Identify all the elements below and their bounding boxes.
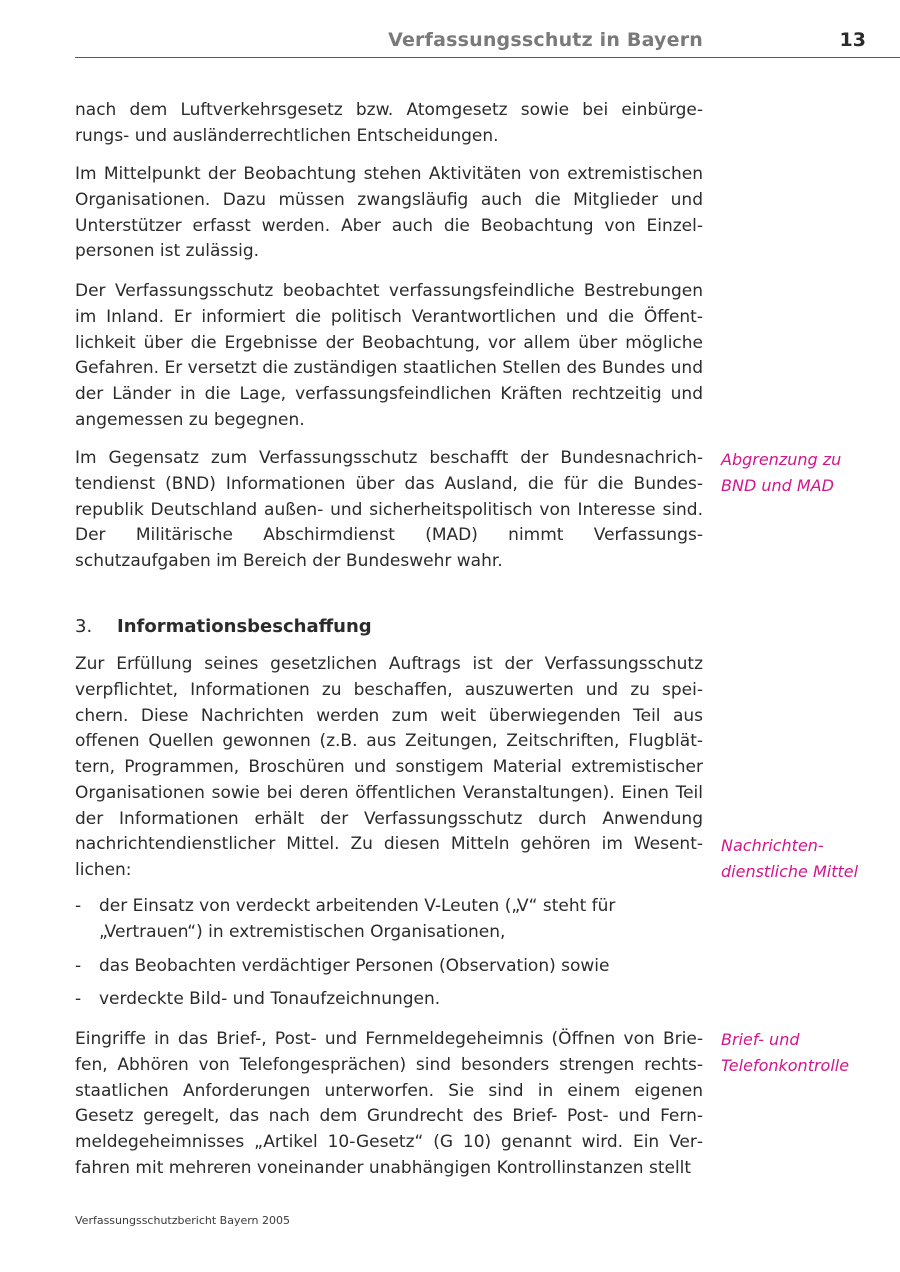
running-header-title: Verfassungsschutz in Bayern — [388, 29, 703, 51]
section-heading — [75, 614, 372, 640]
list-item — [75, 894, 703, 946]
margin-note-brief-line-1: Brief- und — [721, 1030, 800, 1049]
header-divider — [75, 57, 900, 58]
list-item-text: verdeckte Bild- und Tonaufzeichnungen. — [99, 989, 441, 1010]
paragraph-1-line-2: rungs- und ausländerrechtlichen Entscheidungen. — [75, 125, 499, 146]
paragraph-5 — [75, 652, 703, 884]
list-item-dash: - — [75, 896, 82, 916]
paragraph-6-text: Eingriffe in das Brief-, Post- und Fernmeldegeheimnis (Öffnen von Briefen, Abhören von Telefongesprächen) sind besonders strengen rechtsstaatlichen Anforderungen unterworfen. Sie sind in einem eigenen Gesetz geregelt, das nach dem Grundrecht des Brief- Post- und Fernmeldegeheimnisses „Artikel 10-Gesetz“ (G 10) genannt wird. Ein Verfahren mit mehreren voneinander unabhängigen Kontrollinstanzen stellt — [75, 1029, 703, 1178]
margin-note-bnd-mad-line-2: BND und MAD — [721, 475, 834, 495]
paragraph-4-text: Im Gegensatz zum Verfassungsschutz beschafft der Bundesnachrichtendienst (BND) Informationen über das Ausland, die für die Bundesrepublik Deutschland außen- und sicherheitspolitisch von Interesse sind. Der Militärische Abschirmdienst (MAD) nimmt Verfassungsschutzaufgaben im Bereich der Bundeswehr wahr. — [75, 448, 703, 571]
paragraph-2 — [75, 162, 703, 265]
bullet-list — [75, 894, 703, 1021]
margin-note-bnd-mad — [721, 447, 896, 499]
margin-note-nachrichtendienstliche-mittel — [721, 833, 896, 885]
paragraph-3-text: Der Verfassungsschutz beobachtet verfassungsfeindliche Bestrebungen im Inland. Er informiert die politisch Verantwortlichen und die Öffentlichkeit über die Ergebnisse der Beobachtung, vor allem über mögliche Gefahren. Er versetzt die zuständigen staatlichen Stellen des Bundes und der Länder in die Lage, verfassungsfeindlichen Kräften rechtzeitig und angemessen zu begegnen. — [75, 281, 703, 430]
margin-note-bnd-mad-line-1: Abgrenzung zu — [721, 450, 842, 469]
list-item — [75, 954, 703, 980]
margin-note-brief-line-2: Telefonkontrolle — [721, 1055, 850, 1075]
list-item-dash: - — [75, 989, 82, 1010]
page-number: 13 — [839, 29, 866, 51]
paragraph-6 — [75, 1027, 703, 1182]
paragraph-3 — [75, 279, 703, 434]
page-footer: Verfassungsschutzbericht Bayern 2005 — [75, 1214, 291, 1227]
paragraph-5-text: Zur Erfüllung seines gesetzlichen Auftrags ist der Verfassungsschutz verpflichtet, Informationen zu beschaffen, auszuwerten und zu speichern. Diese Nachrichten werden zum weit überwiegenden Teil aus offenen Quellen gewonnen (z.B. aus Zeitungen, Zeitschriften, Flugblättern, Programmen, Broschüren und sonstigem Material extremistischer Organisationen sowie bei deren öffentlichen Veranstaltungen). Einen Teil der Informationen erhält der Verfassungsschutz durch Anwendung nachrichtendienstlicher Mittel. Zu diesen Mitteln gehören im Wesentlichen: — [75, 654, 703, 880]
paragraph-4 — [75, 446, 703, 575]
paragraph-2-text: Im Mittelpunkt der Beobachtung stehen Aktivitäten von extremistischen Organisationen. Dazu müssen zwangsläufig auch die Mitglieder und Unterstützer erfasst werden. Aber auch die Beobachtung von Einzelpersonen ist zulässig. — [75, 164, 703, 262]
list-item-text: der Einsatz von verdeckt arbeitenden V-Leuten („V“ steht für „Vertrauen“) in extremistischen Organisationen, — [99, 896, 616, 942]
margin-note-nd-mittel-line-1: Nachrichten- — [721, 836, 824, 855]
list-item-text: das Beobachten verdächtiger Personen (Observation) sowie — [99, 955, 610, 976]
paragraph-1 — [75, 98, 703, 150]
section-number: 3. — [75, 616, 93, 637]
list-item — [75, 987, 703, 1013]
section-title: Informationsbeschaffung — [117, 616, 372, 637]
list-item-dash: - — [75, 955, 82, 976]
paragraph-1-line-1: nach dem Luftverkehrsgesetz bzw. Atomgesetz sowie bei einbürge- — [75, 100, 703, 120]
margin-note-nd-mittel-line-2: dienstliche Mittel — [721, 861, 859, 881]
margin-note-brief-telefonkontrolle — [721, 1027, 896, 1079]
